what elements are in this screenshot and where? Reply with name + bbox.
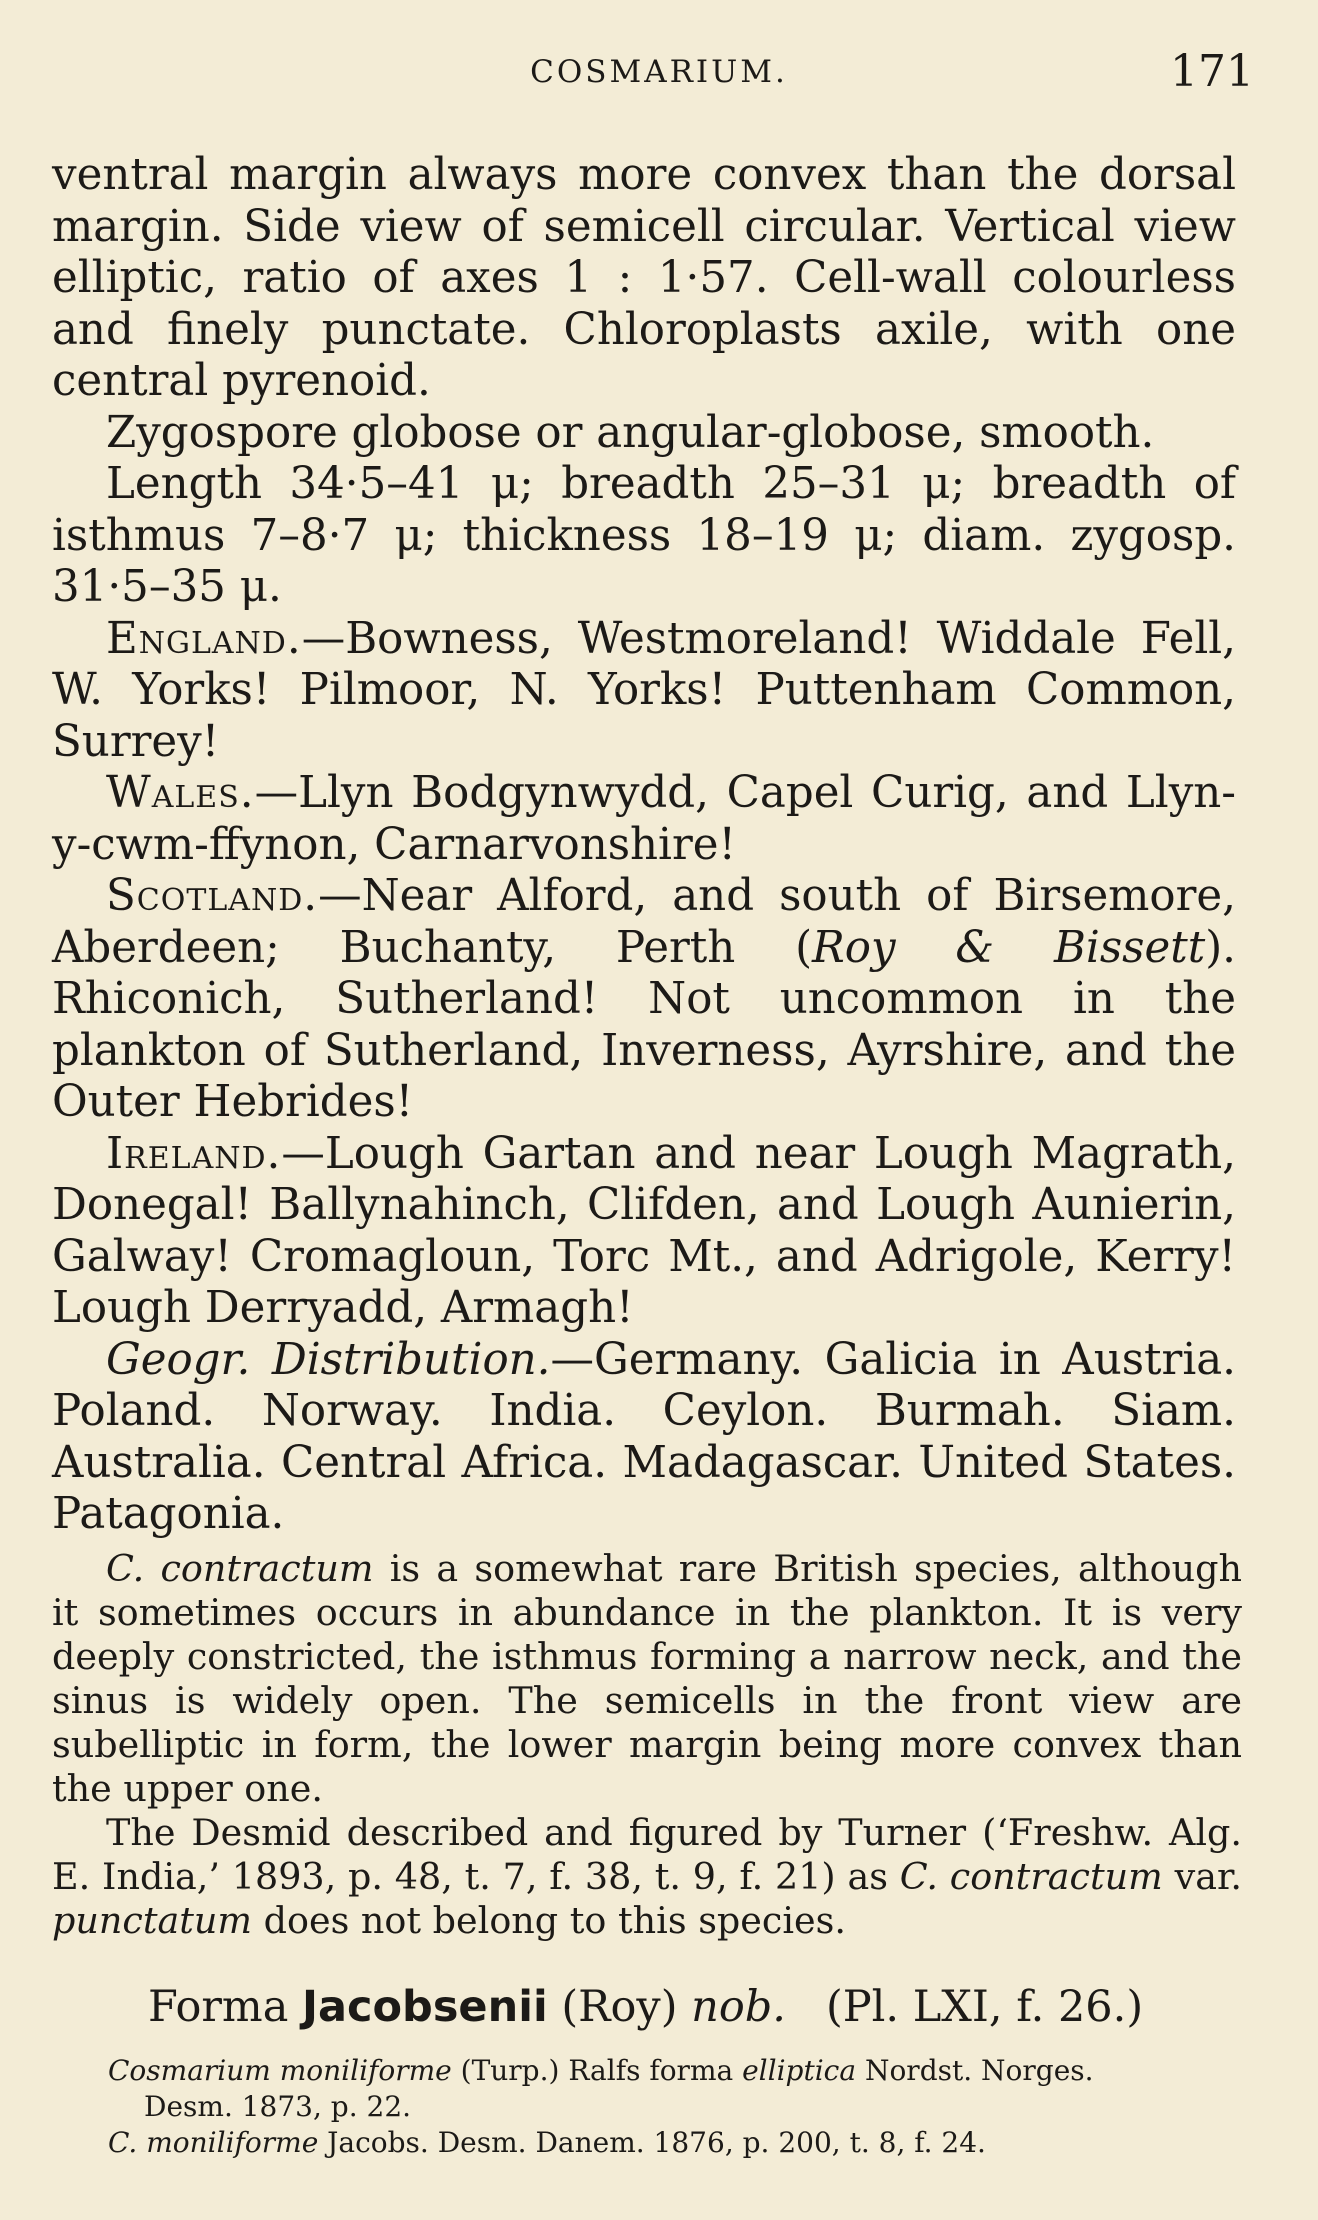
forma-name: Jacobsenii bbox=[302, 1982, 548, 2032]
main-text bbox=[52, 150, 1236, 1541]
locality-ireland bbox=[52, 1129, 1236, 1335]
zygospore-paragraph: Zygospore globose or angular-globose, smooth. bbox=[106, 407, 1155, 458]
locality-text: —Lough Gartan and near Lough Magrath, Donegal! Ballynahinch, Clifden, and Lough Aunierin, Galway! Cromagloun, Torc Mt., and Adrigole, Kerry! Lough Derryadd, Armagh! bbox=[52, 1128, 1236, 1333]
remarks-text: var. bbox=[1162, 1855, 1242, 1898]
remarks-text: does not belong to this species. bbox=[252, 1899, 846, 1942]
forma-prefix: Forma bbox=[148, 1982, 303, 2032]
country-label: Wales. bbox=[106, 768, 255, 818]
country-label: England. bbox=[106, 613, 302, 664]
geographic-distribution bbox=[52, 1335, 1236, 1541]
species-name: C. contractum bbox=[106, 1547, 374, 1590]
page-header bbox=[52, 46, 1266, 106]
synonym-text: Nordst. Norges. bbox=[856, 2054, 1094, 2087]
country-label: Ireland. bbox=[106, 1128, 282, 1179]
distribution-label: Geogr. Distribution. bbox=[106, 1334, 551, 1385]
forma-author: (Roy) bbox=[547, 1982, 692, 2032]
forma-heading bbox=[148, 1982, 1143, 2032]
running-head: COSMARIUM. bbox=[530, 54, 788, 90]
synonymy bbox=[108, 2053, 1248, 2161]
locality-wales bbox=[52, 768, 1236, 871]
synonym-text: (Turp.) Ralfs forma bbox=[451, 2054, 743, 2087]
synonym-text: Jacobs. Desm. Danem. 1876, p. 200, t. 8, f. 24. bbox=[318, 2126, 986, 2159]
description-paragraph: ventral margin always more convex than the dorsal margin. Side view of semicell circular. Vertical view elliptic, ratio of axes 1 : 1·57. Cell-wall colourless and finely punctate. Chloroplasts axile, with one central pyrenoid. bbox=[52, 150, 1236, 406]
page-number: 171 bbox=[1170, 46, 1254, 97]
synonym-name: C. moniliforme bbox=[108, 2126, 319, 2159]
remarks-text: is a somewhat rare British species, although it sometimes occurs in abundance in the plankton. It is very deeply constricted, the isthmus forming a narrow neck, and the sinus is widely open. The semicells in the front view are subelliptic in form, the lower margin being more convex than the upper one. bbox=[52, 1547, 1242, 1810]
synonym-1-continuation: Desm. 1873, p. 22. bbox=[144, 2090, 412, 2123]
locality-text: —Llyn Bodgynwydd, Capel Curig, and Llyn-y-cwm-ffynon, Carnarvonshire! bbox=[52, 768, 1236, 870]
locality-text: ). Rhiconich, Sutherland! Not uncommon in the plankton of Sutherland, Inverness, Ayrshire, and the Outer Hebrides! bbox=[52, 922, 1236, 1127]
variety-name: punctatum bbox=[52, 1899, 253, 1942]
remarks bbox=[52, 1547, 1242, 1943]
synonym-forma: elliptica bbox=[742, 2054, 857, 2087]
dimensions-paragraph: Length 34·5–41 μ; breadth 25–31 μ; breadth of isthmus 7–8·7 μ; thickness 18–19 μ; diam. zygosp. 31·5–35 μ. bbox=[52, 459, 1236, 612]
synonym-name: Cosmarium moniliforme bbox=[108, 2054, 452, 2087]
locality-england bbox=[52, 614, 1236, 769]
synonym-2 bbox=[108, 2125, 1248, 2161]
remarks-paragraph-1 bbox=[52, 1547, 1242, 1811]
plate-reference: (Pl. LXI, f. 26.) bbox=[825, 1982, 1144, 2032]
country-label: Scotland. bbox=[106, 871, 319, 921]
remarks-paragraph-2 bbox=[52, 1811, 1242, 1943]
locality-text: —Near Alford, and south of Birsemore, Aberdeen; Buchanty, Perth ( bbox=[52, 871, 1236, 973]
locality-scotland bbox=[52, 871, 1236, 1129]
forma-nob: nob. bbox=[691, 1982, 786, 2032]
locality-text: —Bowness, Westmoreland! Widdale Fell, W. Yorks! Pilmoor, N. Yorks! Puttenham Common, Surrey! bbox=[52, 613, 1236, 767]
species-name: C. contractum bbox=[899, 1855, 1163, 1898]
collector-authority: Roy & Bissett bbox=[812, 922, 1206, 973]
synonym-1 bbox=[108, 2053, 1248, 2089]
distribution-text: —Germany. Galicia in Austria. Poland. Norway. India. Ceylon. Burmah. Siam. Australia. Central Africa. Madagascar. United States. Patagonia. bbox=[52, 1334, 1236, 1539]
remarks-text: The Desmid described and figured by Turner (‘Freshw. Alg. E. India,’ 1893, p. 48, t. 7, f. 38, t. 9, f. 21) as bbox=[52, 1811, 1242, 1898]
